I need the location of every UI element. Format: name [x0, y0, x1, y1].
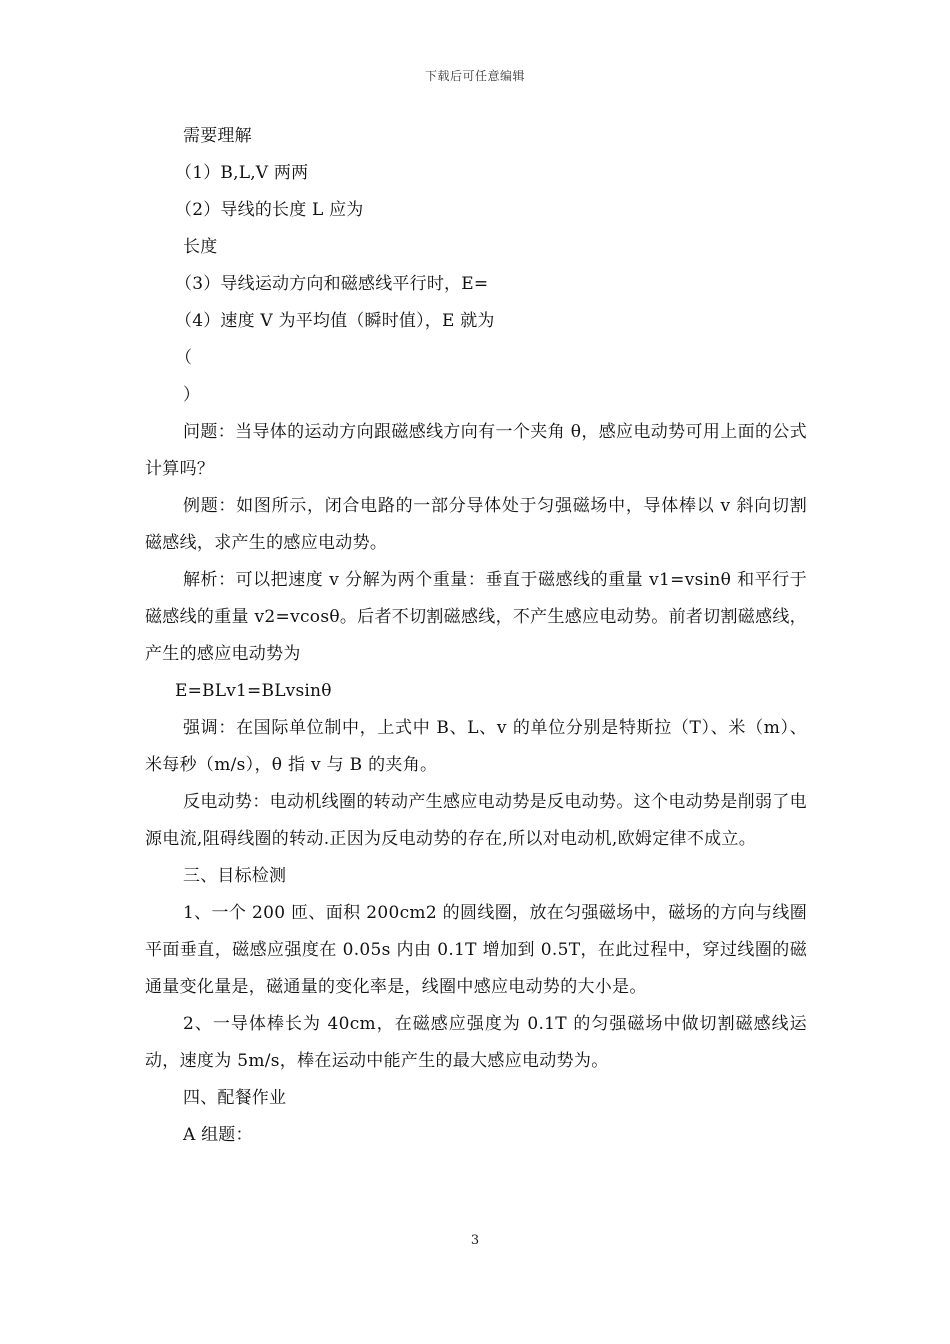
- example-paragraph: 例题：如图所示，闭合电路的一部分导体处于匀强磁场中，导体棒以 v 斜向切割磁感线，求产生的感应电动势。: [145, 496, 807, 553]
- paren-open-line: （: [175, 348, 193, 368]
- item-4-line: （4）速度 V 为平均值（瞬时值），E 就为: [175, 311, 495, 331]
- question-2-paragraph: 2、一导体棒长为 40cm，在磁感应强度为 0.1T 的匀强磁场中做切割磁感线运动，速度为 5m/s，棒在运动中能产生的最大感应电动势为。: [145, 1014, 807, 1071]
- page-number: 3: [470, 1233, 480, 1248]
- need-understand-line: 需要理解: [183, 126, 252, 146]
- length-line: 长度: [183, 237, 218, 257]
- document-body: [145, 118, 807, 1154]
- item-2-line: （2）导线的长度 L 应为: [175, 200, 364, 220]
- group-a-heading: A 组题：: [183, 1125, 253, 1145]
- analysis-paragraph: 解析：可以把速度 v 分解为两个重量：垂直于磁感线的重量 v1=vsinθ 和平行于磁感线的重量 v2=vcosθ。后者不切割磁感线，不产生感应电动势。前者切割磁感线，产生的感应电动势为: [145, 570, 807, 664]
- section-4-heading: 四、配餐作业: [183, 1088, 287, 1108]
- formula-line: E=BLv1=BLvsinθ: [175, 681, 332, 701]
- item-3-line: （3）导线运动方向和磁感线平行时，E=: [175, 274, 489, 294]
- page-header: 下载后可任意编辑: [424, 69, 525, 83]
- question-1-paragraph: 1、一个 200 匝、面积 200cm2 的圆线圈，放在匀强磁场中，磁场的方向与线圈平面垂直，磁感应强度在 0.05s 内由 0.1T 增加到 0.5T，在此过程中，穿过线圈的磁通量变化量是，磁通量的变化率是，线圈中感应电动势的大小是。: [145, 903, 807, 997]
- emphasis-paragraph: 强调：在国际单位制中，上式中 B、L、v 的单位分别是特斯拉（T）、米（m）、米每秒（m/s），θ 指 v 与 B 的夹角。: [145, 718, 807, 775]
- item-1-line: （1）B,L,V 两两: [175, 163, 309, 183]
- back-emf-paragraph: 反电动势：电动机线圈的转动产生感应电动势是反电动势。这个电动势是削弱了电源电流,阻碍线圈的转动.正因为反电动势的存在,所以对电动机,欧姆定律不成立。: [145, 792, 807, 849]
- question-paragraph: 问题：当导体的运动方向跟磁感线方向有一个夹角 θ，感应电动势可用上面的公式计算吗？: [145, 422, 807, 479]
- paren-close-line: ）: [183, 385, 201, 405]
- section-3-heading: 三、目标检测: [183, 866, 287, 886]
